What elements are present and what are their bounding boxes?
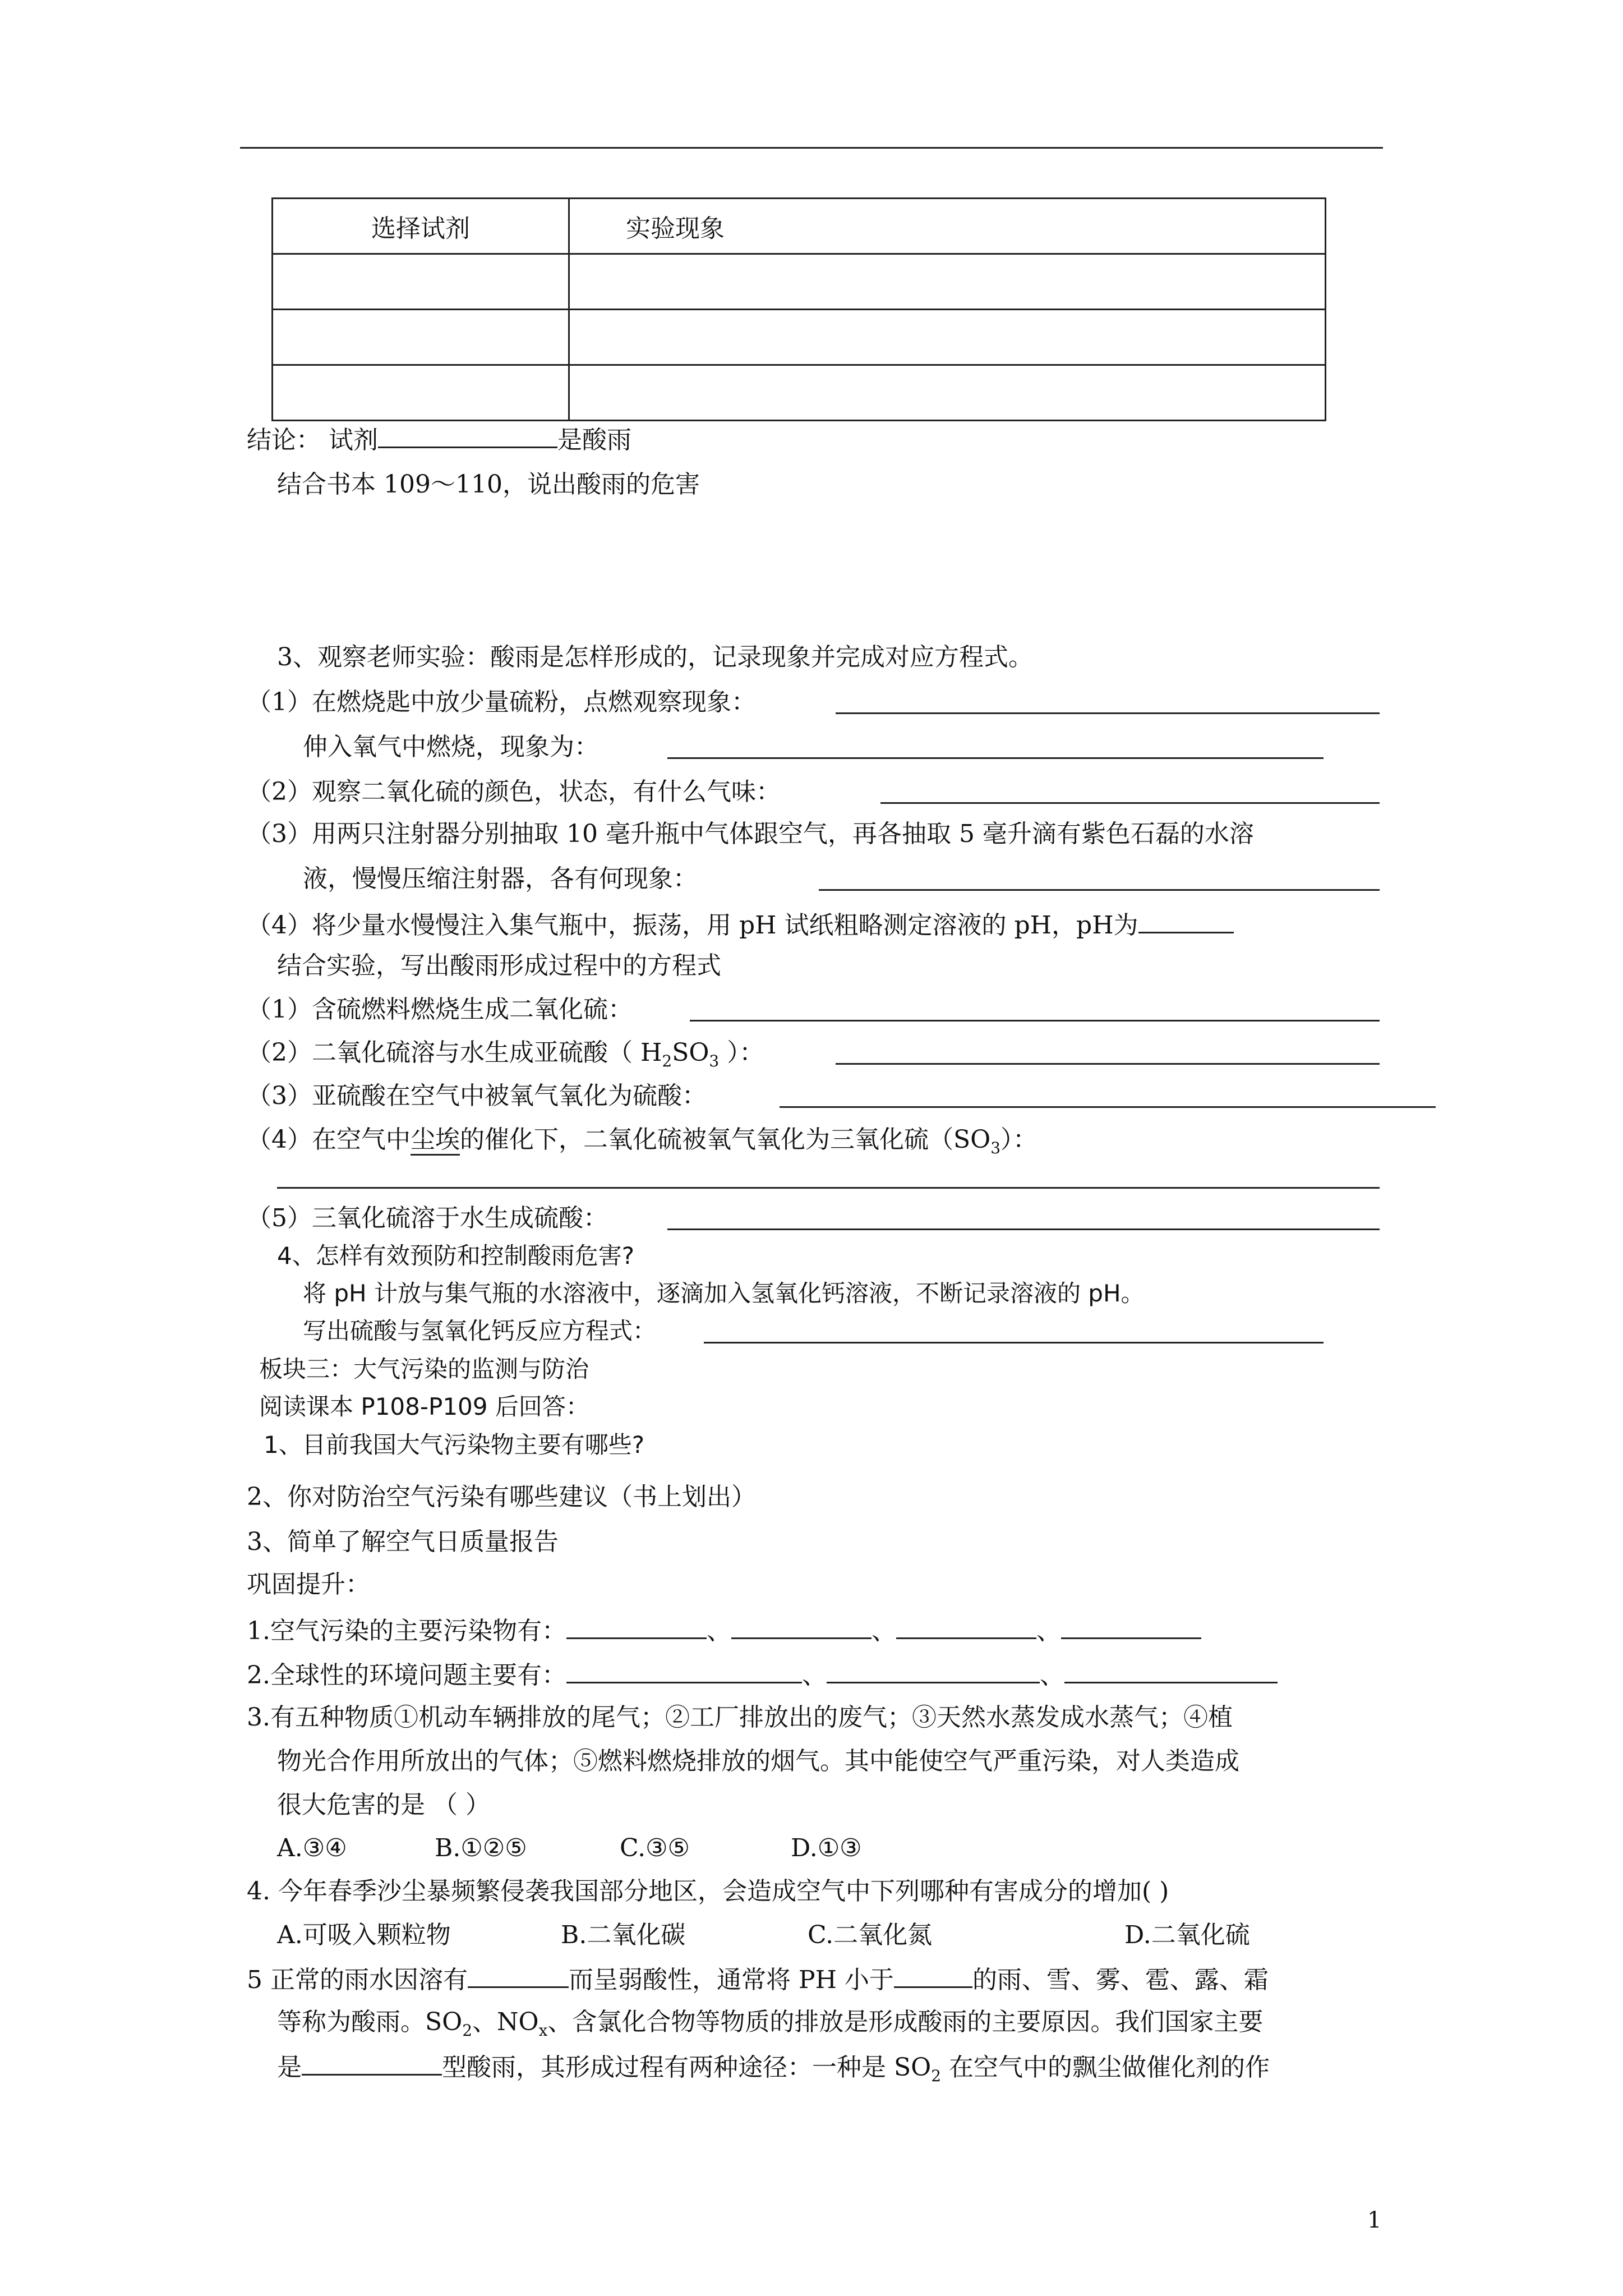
- p5-line-c: [277, 2054, 1270, 2084]
- p5-text: 在空气中的飘尘做催化剂的作: [941, 2053, 1270, 2082]
- page-number: 1: [1367, 2207, 1382, 2233]
- p5-text: 、含氯化合物等物质的排放是形成酸雨的主要原因。我们国家主要: [547, 2008, 1264, 2036]
- q1-text: （1）在燃烧匙中放少量硫粉，点燃观察现象：: [247, 688, 756, 716]
- conclusion-tail: 是酸雨: [557, 426, 631, 454]
- read-hint: 结合书本 109～110，说出酸雨的危害: [277, 470, 700, 499]
- p3-option-c[interactable]: C.③⑤: [620, 1834, 690, 1862]
- p3-option-d[interactable]: D.①③: [791, 1834, 862, 1862]
- e4-sub: 3: [990, 1138, 1001, 1157]
- p5-text: 5 正常的雨水因溶有: [247, 1966, 468, 1994]
- e2-text: SO: [672, 1038, 709, 1067]
- p4-option-a[interactable]: A.可吸入颗粒物: [277, 1921, 451, 1949]
- q3b-text: 液，慢慢压缩注射器，各有何现象：: [303, 864, 698, 893]
- p5-text: 的雨、雪、雾、雹、露、霜: [972, 1966, 1269, 1994]
- table-row: [273, 310, 1326, 365]
- e5-text: （5）三氧化硫溶于水生成硫酸：: [247, 1204, 608, 1232]
- consolidate-title: 巩固提升：: [247, 1570, 370, 1599]
- answer-blank[interactable]: [1061, 1617, 1201, 1639]
- e1-text: （1）含硫燃料燃烧生成二氧化硫：: [247, 995, 633, 1024]
- e2-sub: 2: [662, 1051, 672, 1070]
- p5-line-a: [247, 1966, 1269, 1993]
- answer-blank[interactable]: [880, 802, 1380, 804]
- answer-blank[interactable]: [819, 889, 1380, 891]
- answer-blank[interactable]: [1138, 912, 1234, 933]
- e2-text: ）：: [719, 1038, 764, 1067]
- p4-option-c[interactable]: C.二氧化氮: [808, 1921, 933, 1949]
- conclusion-label: 结论： 试剂: [247, 426, 378, 454]
- p2-text: 2.全球性的环境问题主要有：: [247, 1661, 566, 1690]
- p1-text: 1.空气污染的主要污染物有：: [247, 1617, 566, 1645]
- e2-text: （2）二氧化硫溶与水生成亚硫酸（ H: [247, 1038, 662, 1067]
- answer-blank[interactable]: [827, 1662, 1040, 1683]
- block3-title: 板块三：大气污染的监测与防治: [259, 1355, 589, 1383]
- table-header-row: [273, 199, 1326, 254]
- e4-line: [247, 1125, 1038, 1157]
- p3-line-c: 很大危害的是 （ ）: [277, 1791, 490, 1819]
- p5-text: 是: [277, 2053, 302, 2082]
- section4-line2: 写出硫酸与氢氧化钙反应方程式：: [303, 1317, 657, 1345]
- p1-line: [247, 1617, 1201, 1644]
- answer-blank[interactable]: [566, 1662, 802, 1683]
- p4-text: 4. 今年春季沙尘暴频繁侵袭我国部分地区，会造成空气中下列哪种有害成分的增加( ): [247, 1877, 1169, 1906]
- p5-sub: 2: [931, 2066, 942, 2085]
- section3-title: 3、观察老师实验：酸雨是怎样形成的，记录现象并完成对应方程式。: [277, 643, 1033, 671]
- e4-text: 的催化下，二氧化硫被氧气氧化为三氧化硫（SO: [460, 1125, 991, 1154]
- answer-blank[interactable]: [566, 1617, 707, 1639]
- separator: 、: [706, 1617, 731, 1645]
- p5-text: 而呈弱酸性，通常将 PH 小于: [568, 1966, 894, 1994]
- separator: 、: [871, 1617, 896, 1645]
- answer-blank[interactable]: [836, 712, 1380, 714]
- answer-blank[interactable]: [1064, 1662, 1278, 1683]
- table-cell[interactable]: [273, 310, 569, 365]
- table-cell[interactable]: [569, 310, 1326, 365]
- table-row: [273, 254, 1326, 310]
- table-header-reagent: 选择试剂: [273, 199, 569, 254]
- q2-text: （2）观察二氧化硫的颜色，状态，有什么气味：: [247, 777, 781, 806]
- answer-blank[interactable]: [667, 1228, 1380, 1230]
- p3-line-b: 物光合作用所放出的气体；⑤燃料燃烧排放的烟气。其中能使空气严重污染，对人类造成: [277, 1747, 1239, 1775]
- e4-text: （4）在空气中: [247, 1125, 411, 1154]
- p5-line-b: [277, 2010, 1263, 2039]
- q3a-text: （3）用两只注射器分别抽取 10 毫升瓶中气体跟空气，再各抽取 5 毫升滴有紫色石磊的水溶: [247, 820, 1254, 848]
- q4-line: [247, 912, 1234, 938]
- combine-text: 结合实验，写出酸雨形成过程中的方程式: [277, 951, 721, 980]
- p2-line: [247, 1662, 1278, 1688]
- block3-q2: 2、你对防治空气污染有哪些建议（书上划出）: [247, 1483, 756, 1511]
- p5-text: 等称为酸雨。SO: [277, 2008, 463, 2036]
- p3-option-b[interactable]: B.①②⑤: [435, 1834, 527, 1862]
- block3-q1: 1、目前我国大气污染物主要有哪些?: [264, 1431, 645, 1458]
- e3-text: （3）亚硫酸在空气中被氧气氧化为硫酸：: [247, 1082, 707, 1110]
- separator: 、: [801, 1661, 827, 1690]
- conclusion-line: [247, 426, 631, 453]
- table-row: [273, 365, 1326, 421]
- answer-blank[interactable]: [780, 1106, 1436, 1108]
- block3-q3: 3、简单了解空气日质量报告: [247, 1527, 559, 1556]
- e4-underlined: 尘埃: [411, 1125, 460, 1156]
- answer-blank[interactable]: [468, 1966, 569, 1988]
- p3-line-a: 3.有五种物质①机动车辆排放的尾气；②工厂排放出的废气；③天然水蒸发成水蒸气；④植: [247, 1703, 1233, 1732]
- answer-blank[interactable]: [277, 1187, 1380, 1189]
- p5-sub: 2: [462, 2021, 473, 2040]
- e2-sub: 3: [709, 1051, 720, 1070]
- answer-blank[interactable]: [896, 1617, 1036, 1639]
- p4-option-d[interactable]: D.二氧化硫: [1124, 1921, 1250, 1949]
- answer-blank[interactable]: [894, 1966, 972, 1988]
- separator: 、: [1036, 1617, 1061, 1645]
- q1b-text: 伸入氧气中燃烧，现象为：: [303, 733, 599, 761]
- section4-title: 4、怎样有效预防和控制酸雨危害?: [277, 1242, 635, 1269]
- answer-blank[interactable]: [731, 1617, 872, 1639]
- e2-line: [247, 1038, 764, 1070]
- p3-option-a[interactable]: A.③④: [277, 1834, 347, 1862]
- header-rule: [240, 147, 1383, 149]
- table-cell[interactable]: [273, 254, 569, 310]
- block3-read: 阅读课本 P108-P109 后回答：: [259, 1393, 589, 1420]
- answer-blank[interactable]: [704, 1342, 1324, 1343]
- table-cell[interactable]: [569, 254, 1326, 310]
- separator: 、: [1039, 1661, 1064, 1690]
- table-cell[interactable]: [273, 365, 569, 421]
- p5-sub: x: [538, 2021, 548, 2040]
- table-cell[interactable]: [569, 365, 1326, 421]
- q4-text: （4）将少量水慢慢注入集气瓶中，振荡，用 pH 试纸粗略测定溶液的 pH，pH为: [247, 911, 1138, 940]
- p5-text: 型酸雨，其形成过程有两种途径：一种是 SO: [442, 2053, 932, 2082]
- answer-blank[interactable]: [667, 757, 1324, 759]
- answer-blank[interactable]: [690, 1020, 1380, 1022]
- answer-blank[interactable]: [836, 1063, 1380, 1065]
- p4-option-b[interactable]: B.二氧化碳: [561, 1921, 686, 1949]
- table-header-phenomenon: 实验现象: [569, 199, 1326, 254]
- observation-table: [271, 197, 1326, 421]
- e4-text: ）：: [1000, 1125, 1038, 1154]
- answer-blank[interactable]: [378, 426, 557, 448]
- answer-blank[interactable]: [302, 2054, 442, 2076]
- p5-text: 、NO: [472, 2008, 539, 2036]
- section4-line1: 将 pH 计放与集气瓶的水溶液中，逐滴加入氢氧化钙溶液，不断记录溶液的 pH。: [303, 1280, 1145, 1307]
